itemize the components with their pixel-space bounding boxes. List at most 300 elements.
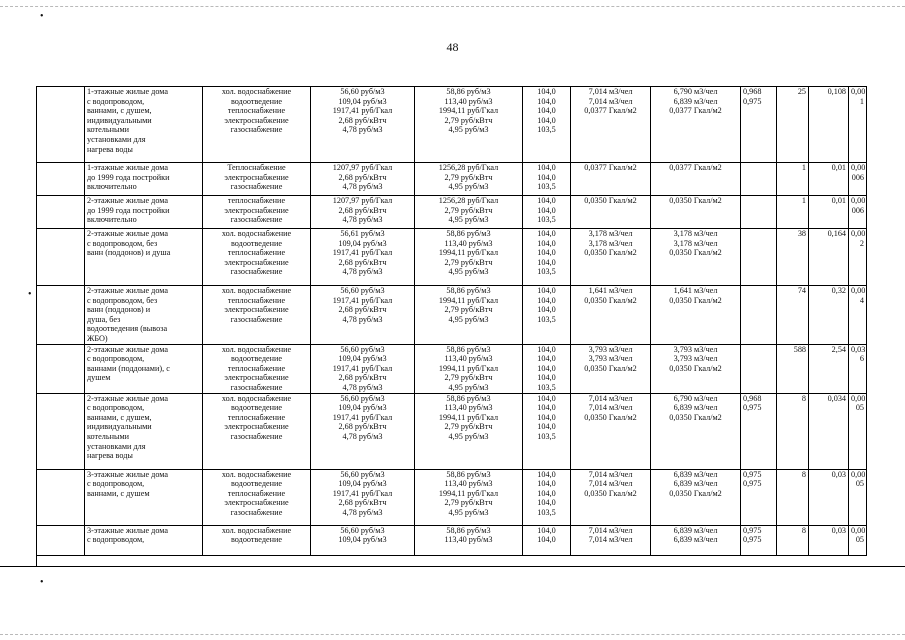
share-value: 0,01 [831, 196, 846, 205]
services-line: водоотведение [230, 238, 283, 248]
tariff-old-line: 4,78 руб/м3 [342, 267, 383, 277]
tariff-old-line: 2,68 руб/кВтч [338, 257, 387, 267]
norm-old-line: 7,014 м3/чел [588, 87, 633, 96]
count-value: 1 [801, 163, 806, 172]
last-line: 0,00 [851, 87, 866, 96]
index-line: 104,0 [537, 525, 556, 535]
tariff-new-cell [415, 525, 523, 555]
tariff-old-line: 1917,41 руб/Гкал [332, 363, 393, 373]
coef-cell [741, 393, 777, 469]
norm-old-line: 0,0350 Гкал/м2 [584, 488, 637, 498]
index-line: 103,5 [537, 215, 556, 225]
tariff-new-line: 113,40 руб/м3 [444, 535, 493, 545]
index-line: 104,0 [537, 286, 556, 295]
index-line: 103,5 [537, 507, 556, 517]
index-line: 104,0 [537, 106, 556, 116]
services-line: газоснабжение [230, 215, 283, 225]
index-line: 104,0 [537, 535, 556, 545]
category-line: 3-этажные жилые дома [87, 525, 169, 535]
top-scan-border [0, 6, 905, 7]
tariff-new-line: 1994,11 руб/Гкал [438, 488, 499, 498]
share-cell [809, 286, 849, 345]
count-cell [777, 469, 809, 525]
share-cell [809, 393, 849, 469]
services-line: электроснабжение [224, 373, 289, 383]
tariff-old-line: 109,04 руб/м3 [338, 403, 387, 413]
index-line: 103,5 [537, 267, 556, 277]
norm-new-line: 6,839 м3/чел [673, 469, 718, 479]
tariff-new-line: 4,95 руб/м3 [448, 267, 489, 277]
tariff-new-line: 1994,11 руб/Гкал [438, 295, 499, 305]
norm-new-line: 0,0350 Гкал/м2 [669, 295, 722, 305]
norm-old-line: 0,0350 Гкал/м2 [584, 295, 637, 305]
tariff-old-line: 109,04 руб/м3 [338, 479, 387, 489]
norm-old-cell [571, 229, 651, 286]
tariff-new-cell [415, 286, 523, 345]
count-cell [777, 196, 809, 229]
coef-cell [741, 87, 777, 163]
category-line: ваннами, с душем, [87, 106, 152, 116]
count-value: 588 [793, 344, 806, 354]
last-cell [849, 469, 867, 525]
share-cell [809, 196, 849, 229]
services-line: водоотведение [230, 354, 283, 364]
norm-new-cell [651, 286, 741, 345]
coef-cell [741, 344, 777, 393]
category-cell [85, 229, 203, 286]
tariff-new-line: 58,86 руб/м3 [446, 525, 491, 535]
norm-new-line: 0,0350 Гкал/м2 [669, 196, 722, 205]
category-line: до 1999 года постройки [87, 205, 170, 215]
category-cell [85, 525, 203, 555]
tariff-old-line: 1917,41 руб/Гкал [332, 488, 393, 498]
norm-new-line: 0,0377 Гкал/м2 [669, 163, 722, 172]
tariff-old-line: 56,61 руб/м3 [340, 229, 385, 238]
index-line: 104,0 [537, 305, 556, 315]
count-cell [777, 163, 809, 196]
tariff-new-line: 58,86 руб/м3 [446, 87, 491, 96]
scan-dot: • [28, 289, 32, 300]
tariff-new-line: 4,95 руб/м3 [448, 431, 489, 441]
last-cell [849, 163, 867, 196]
scan-dot: • [40, 577, 44, 588]
services-line: газоснабжение [230, 382, 283, 392]
category-cell [85, 344, 203, 393]
tariff-old-line: 2,68 руб/кВтч [338, 115, 387, 125]
coef-line: 0,975 [743, 525, 762, 535]
norm-new-line: 0,0350 Гкал/м2 [669, 363, 722, 373]
coef-line: 0,975 [743, 535, 762, 545]
index-line: 104,0 [537, 205, 556, 215]
norm-new-cell [651, 344, 741, 393]
services-line: хол. водоснабжение [221, 344, 292, 354]
norm-new-line: 3,793 м3/чел [673, 344, 718, 354]
last-line: 4 [859, 295, 864, 305]
count-value: 25 [797, 87, 806, 96]
index-cell [523, 196, 571, 229]
norm-new-line: 6,839 м3/чел [673, 96, 718, 106]
tariff-old-line: 109,04 руб/м3 [338, 535, 387, 545]
category-line: до 1999 года постройки [87, 172, 170, 182]
tariff-new-line: 2,79 руб/кВтч [444, 115, 493, 125]
tariff-new-line: 113,40 руб/м3 [444, 354, 493, 364]
tariff-new-line: 4,95 руб/м3 [448, 507, 489, 517]
norm-old-line: 7,014 м3/чел [588, 96, 633, 106]
tariff-new-cell [415, 196, 523, 229]
services-line: водоотведение [230, 535, 283, 545]
services-line: электроснабжение [224, 205, 289, 215]
tariff-old-line: 2,68 руб/кВтч [338, 172, 387, 182]
tariff-new-line: 58,86 руб/м3 [446, 229, 491, 238]
last-line: 006 [851, 172, 864, 182]
share-value: 0,01 [831, 163, 846, 172]
last-line: 1 [859, 96, 864, 106]
services-cell [203, 525, 311, 555]
services-cell [203, 393, 311, 469]
services-line: газоснабжение [230, 125, 283, 135]
index-line: 104,0 [537, 479, 556, 489]
norm-old-line: 7,014 м3/чел [588, 469, 633, 479]
norm-old-cell [571, 393, 651, 469]
services-line: хол. водоснабжение [221, 525, 292, 535]
tariff-old-cell [311, 163, 415, 196]
category-line: ваннами (поддонами), с [87, 363, 170, 373]
tariff-new-cell [415, 393, 523, 469]
tariff-old-line: 1207,97 руб/Гкал [332, 163, 393, 172]
count-cell [777, 344, 809, 393]
tariff-old-cell [311, 286, 415, 345]
coef-line: 0,968 [743, 87, 762, 96]
tariff-table [36, 86, 867, 556]
tariff-old-cell [311, 196, 415, 229]
norm-new-cell [651, 393, 741, 469]
tariff-new-line: 4,95 руб/м3 [448, 314, 489, 324]
category-line: с водопроводом, [87, 403, 145, 413]
last-line: 0,03 [851, 344, 866, 354]
bottom-scan-border [0, 634, 905, 635]
services-line: газоснабжение [230, 267, 283, 277]
table-row [37, 286, 867, 345]
services-line: электроснабжение [224, 257, 289, 267]
table-row [37, 469, 867, 525]
last-cell [849, 196, 867, 229]
share-value: 0,034 [827, 393, 846, 403]
last-line: 0,00 [851, 163, 866, 172]
tariff-new-line: 4,95 руб/м3 [448, 125, 489, 135]
tariff-old-line: 56,60 руб/м3 [340, 286, 385, 295]
tariff-new-line: 2,79 руб/кВтч [444, 422, 493, 432]
norm-new-cell [651, 229, 741, 286]
share-value: 0,164 [827, 229, 846, 238]
services-line: газоснабжение [230, 182, 283, 192]
index-line: 104,0 [537, 488, 556, 498]
category-line: установками для [87, 441, 146, 451]
norm-old-cell [571, 469, 651, 525]
index-line: 104,0 [537, 172, 556, 182]
count-value: 1 [801, 196, 806, 205]
tariff-new-line: 2,79 руб/кВтч [444, 172, 493, 182]
blank-cell [37, 393, 85, 469]
last-cell [849, 393, 867, 469]
norm-old-line: 0,0350 Гкал/м2 [584, 412, 637, 422]
index-line: 103,5 [537, 382, 556, 392]
last-cell [849, 229, 867, 286]
blank-cell [37, 344, 85, 393]
index-line: 104,0 [537, 229, 556, 238]
category-line: котельными [87, 125, 130, 135]
tariff-old-line: 2,68 руб/кВтч [338, 205, 387, 215]
table-row [37, 344, 867, 393]
category-line: ванн (поддонов) и [87, 305, 151, 315]
coef-line: 0,975 [743, 469, 762, 479]
tariff-old-line: 1917,41 руб/Гкал [332, 295, 393, 305]
share-cell [809, 469, 849, 525]
index-cell [523, 229, 571, 286]
count-cell [777, 286, 809, 345]
category-cell [85, 87, 203, 163]
coef-cell [741, 286, 777, 345]
index-cell [523, 393, 571, 469]
norm-old-cell [571, 344, 651, 393]
tariff-new-line: 58,86 руб/м3 [446, 286, 491, 295]
tariff-old-cell [311, 469, 415, 525]
tariff-new-line: 1256,28 руб/Гкал [438, 163, 499, 172]
norm-new-line: 6,790 м3/чел [673, 87, 718, 96]
tariff-new-line: 113,40 руб/м3 [444, 238, 493, 248]
index-line: 104,0 [537, 363, 556, 373]
services-line: хол. водоснабжение [221, 286, 292, 295]
tariff-old-line: 109,04 руб/м3 [338, 238, 387, 248]
norm-old-line: 3,793 м3/чел [588, 354, 633, 364]
services-line: электроснабжение [224, 115, 289, 125]
tariff-old-line: 4,78 руб/м3 [342, 431, 383, 441]
norm-old-cell [571, 87, 651, 163]
category-cell [85, 286, 203, 345]
norm-new-cell [651, 87, 741, 163]
norm-new-line: 6,839 м3/чел [673, 479, 718, 489]
norm-old-line: 3,793 м3/чел [588, 344, 633, 354]
tariff-old-cell [311, 344, 415, 393]
count-value: 8 [801, 525, 806, 535]
coef-cell [741, 163, 777, 196]
count-value: 8 [801, 393, 806, 403]
last-cell [849, 87, 867, 163]
last-line: 05 [855, 403, 864, 413]
blank-cell [37, 469, 85, 525]
tariff-old-line: 1917,41 руб/Гкал [332, 412, 393, 422]
tariff-new-cell [415, 163, 523, 196]
category-line: душем [87, 373, 111, 383]
category-line: индивидуальными [87, 422, 152, 432]
share-cell [809, 344, 849, 393]
tariff-old-line: 109,04 руб/м3 [338, 354, 387, 364]
last-line: 05 [855, 535, 864, 545]
tariff-old-cell [311, 87, 415, 163]
norm-new-line: 3,178 м3/чел [673, 229, 718, 238]
index-line: 104,0 [537, 412, 556, 422]
last-line: 0,00 [851, 469, 866, 479]
last-line: 0,00 [851, 525, 866, 535]
norm-new-cell [651, 525, 741, 555]
index-line: 103,5 [537, 431, 556, 441]
count-value: 74 [797, 286, 806, 295]
coef-line: 0,968 [743, 393, 762, 403]
last-cell [849, 344, 867, 393]
tariff-new-line: 1994,11 руб/Гкал [438, 248, 499, 258]
norm-old-line: 7,014 м3/чел [588, 525, 633, 535]
blank-cell [37, 163, 85, 196]
index-line: 104,0 [537, 469, 556, 479]
tariff-old-line: 56,60 руб/м3 [340, 469, 385, 479]
tariff-old-line: 4,78 руб/м3 [342, 182, 383, 192]
table-row [37, 229, 867, 286]
index-cell [523, 344, 571, 393]
norm-old-line: 7,014 м3/чел [588, 403, 633, 413]
page-number: 48 [446, 40, 459, 54]
services-line: теплоснабжение [227, 196, 286, 205]
services-cell [203, 87, 311, 163]
tariff-new-line: 113,40 руб/м3 [444, 403, 493, 413]
category-line: с водопроводом, [87, 354, 145, 364]
category-line: нагрева воды [87, 144, 133, 154]
index-cell [523, 163, 571, 196]
share-cell [809, 87, 849, 163]
tariff-new-line: 1994,11 руб/Гкал [438, 106, 499, 116]
services-line: теплоснабжение [227, 106, 286, 116]
category-line: включительно [87, 215, 137, 225]
norm-new-line: 6,839 м3/чел [673, 525, 718, 535]
tariff-old-line: 1917,41 руб/Гкал [332, 106, 393, 116]
share-value: 2,54 [831, 344, 846, 354]
services-line: водоотведение [230, 403, 283, 413]
index-line: 104,0 [537, 257, 556, 267]
category-line: 2-этажные жилые дома [87, 344, 169, 354]
norm-new-line: 6,839 м3/чел [673, 535, 718, 545]
norm-new-line: 0,0350 Гкал/м2 [669, 248, 722, 258]
tariff-new-line: 2,79 руб/кВтч [444, 373, 493, 383]
services-line: газоснабжение [230, 507, 283, 517]
tariff-new-cell [415, 344, 523, 393]
services-cell [203, 286, 311, 345]
norm-old-line: 3,178 м3/чел [588, 238, 633, 248]
norm-old-line: 7,014 м3/чел [588, 393, 633, 403]
index-line: 103,5 [537, 125, 556, 135]
tariff-old-line: 4,78 руб/м3 [342, 382, 383, 392]
norm-new-line: 1,641 м3/чел [673, 286, 718, 295]
count-cell [777, 525, 809, 555]
table-row [37, 196, 867, 229]
index-line: 104,0 [537, 373, 556, 383]
norm-old-line: 0,0377 Гкал/м2 [584, 106, 637, 116]
index-cell [523, 286, 571, 345]
category-line: 2-этажные жилые дома [87, 229, 169, 238]
tariff-new-line: 58,86 руб/м3 [446, 469, 491, 479]
norm-old-line: 1,641 м3/чел [588, 286, 633, 295]
index-line: 104,0 [537, 87, 556, 96]
category-line: водоотведения (вывоза [87, 324, 168, 334]
tariff-new-line: 113,40 руб/м3 [444, 96, 493, 106]
index-line: 104,0 [537, 248, 556, 258]
count-cell [777, 87, 809, 163]
blank-cell [37, 229, 85, 286]
norm-new-line: 3,793 м3/чел [673, 354, 718, 364]
category-line: ЖБО) [87, 333, 108, 343]
services-line: хол. водоснабжение [221, 87, 292, 96]
norm-old-line: 7,014 м3/чел [588, 535, 633, 545]
category-line: установками для [87, 134, 146, 144]
blank-cell [37, 525, 85, 555]
norm-old-cell [571, 286, 651, 345]
coef-cell [741, 196, 777, 229]
index-cell [523, 469, 571, 525]
norm-old-line: 0,0377 Гкал/м2 [584, 163, 637, 172]
tariff-new-line: 1256,28 руб/Гкал [438, 196, 499, 205]
blank-cell [37, 87, 85, 163]
index-line: 103,5 [537, 314, 556, 324]
last-line: 2 [859, 238, 864, 248]
tariff-old-line: 1917,41 руб/Гкал [332, 248, 393, 258]
tariff-old-cell [311, 525, 415, 555]
table-row [37, 163, 867, 196]
norm-new-cell [651, 469, 741, 525]
last-line: 05 [855, 479, 864, 489]
tariff-new-line: 2,79 руб/кВтч [444, 257, 493, 267]
blank-cell [37, 286, 85, 345]
coef-line: 0,975 [743, 96, 762, 106]
category-cell [85, 393, 203, 469]
services-cell [203, 469, 311, 525]
share-cell [809, 525, 849, 555]
index-line: 104,0 [537, 403, 556, 413]
index-line: 103,5 [537, 182, 556, 192]
tariff-old-line: 56,60 руб/м3 [340, 525, 385, 535]
category-line: ваннами, с душем, [87, 412, 152, 422]
category-cell [85, 469, 203, 525]
count-cell [777, 229, 809, 286]
tariff-old-line: 2,68 руб/кВтч [338, 305, 387, 315]
category-cell [85, 196, 203, 229]
index-line: 104,0 [537, 196, 556, 205]
last-cell [849, 286, 867, 345]
norm-new-line: 6,790 м3/чел [673, 393, 718, 403]
category-line: включительно [87, 182, 137, 192]
norm-old-line: 0,0350 Гкал/м2 [584, 248, 637, 258]
category-line: душа, без [87, 314, 121, 324]
category-line: котельными [87, 431, 130, 441]
norm-new-line: 0,0377 Гкал/м2 [669, 106, 722, 116]
index-line: 104,0 [537, 354, 556, 364]
index-cell [523, 87, 571, 163]
services-cell [203, 344, 311, 393]
coef-line: 0,975 [743, 479, 762, 489]
index-line: 104,0 [537, 498, 556, 508]
services-line: хол. водоснабжение [221, 393, 292, 403]
services-line: Теплоснабжение [227, 163, 286, 172]
category-cell [85, 163, 203, 196]
last-line: 0,00 [851, 196, 866, 205]
bottom-rule [0, 566, 905, 567]
norm-new-cell [651, 163, 741, 196]
tariff-old-line: 2,68 руб/кВтч [338, 373, 387, 383]
category-line: 1-этажные жилые дома [87, 163, 169, 172]
tariff-old-line: 4,78 руб/м3 [342, 215, 383, 225]
tariff-old-line: 2,68 руб/кВтч [338, 422, 387, 432]
norm-old-cell [571, 196, 651, 229]
coef-cell [741, 469, 777, 525]
tariff-old-line: 56,60 руб/м3 [340, 344, 385, 354]
index-line: 104,0 [537, 115, 556, 125]
services-line: теплоснабжение [227, 412, 286, 422]
